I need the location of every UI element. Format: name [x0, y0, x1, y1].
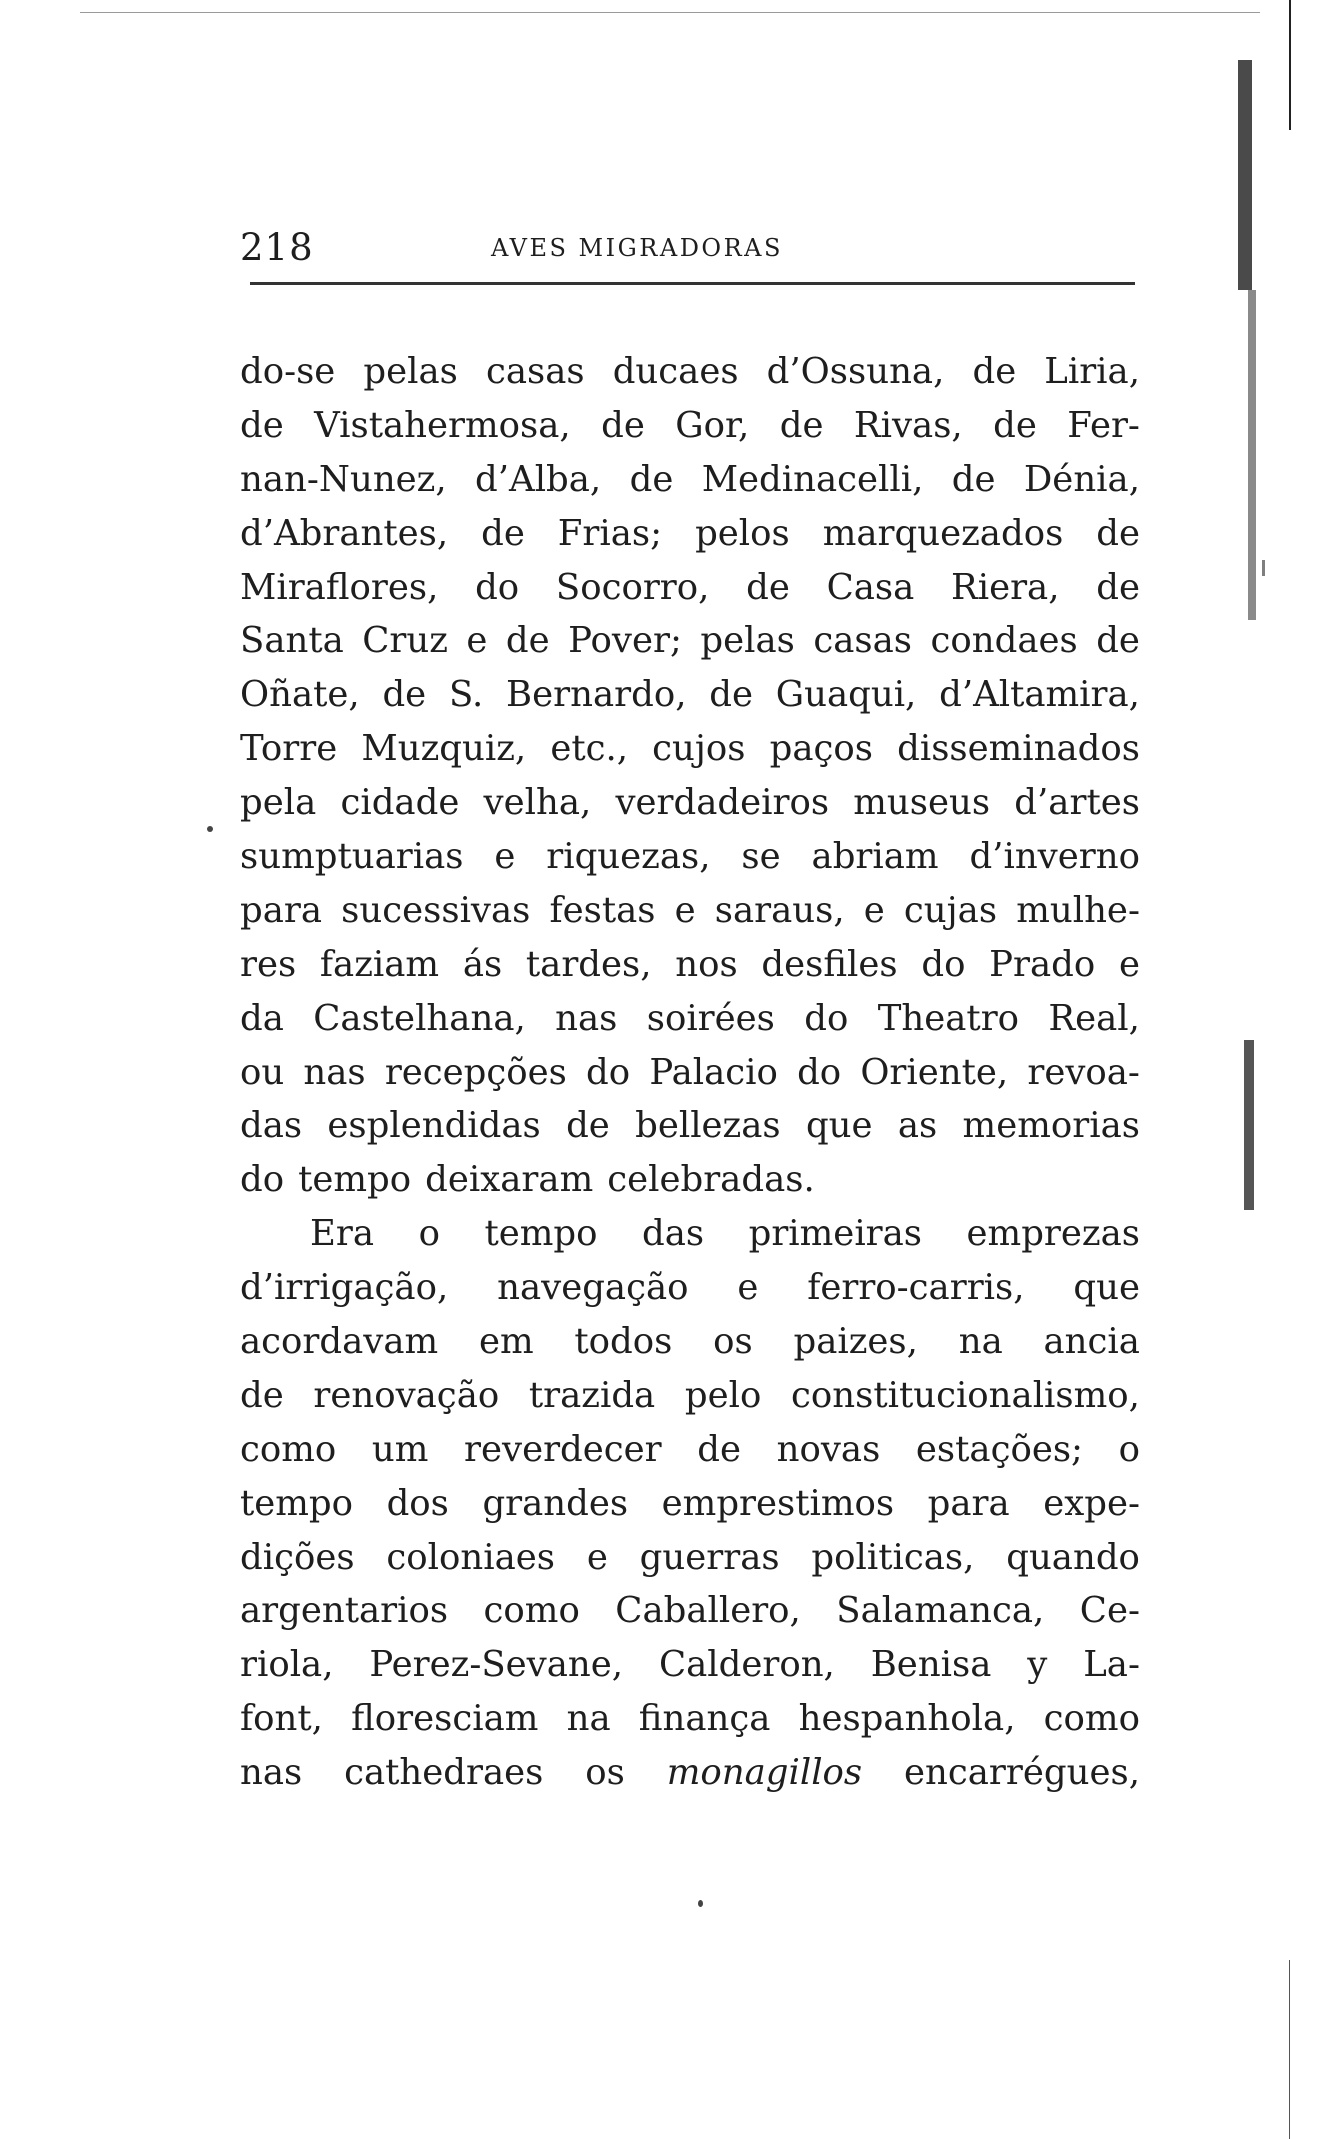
word: na — [958, 1321, 1003, 1363]
word: recepções — [384, 1051, 567, 1093]
word: abriam — [811, 836, 939, 878]
word: das — [240, 1105, 303, 1147]
word: nas — [240, 1752, 303, 1794]
word: Oriente, — [860, 1051, 1009, 1093]
word: Santa — [240, 620, 344, 662]
word: de — [746, 566, 790, 608]
word: como — [483, 1590, 580, 1632]
ink-speck — [207, 826, 213, 832]
word: dições — [240, 1536, 355, 1578]
word: politicas, — [811, 1536, 975, 1578]
word: d’artes — [1014, 782, 1140, 824]
page-number: 218 — [240, 226, 314, 269]
word: em — [478, 1321, 534, 1363]
word: do-se — [240, 351, 336, 392]
word: Cruz — [362, 620, 448, 662]
word: Ce- — [1079, 1590, 1140, 1632]
word: de — [481, 512, 525, 554]
word: ás — [462, 943, 503, 985]
word: todos — [574, 1321, 673, 1363]
word: como — [240, 1428, 337, 1470]
word: os — [713, 1321, 753, 1363]
word: que — [1073, 1267, 1140, 1309]
word: renovação — [313, 1374, 500, 1416]
word: faziam — [319, 943, 440, 985]
word: nas — [555, 997, 618, 1039]
word: e — [863, 889, 885, 931]
word: soirées — [646, 997, 775, 1039]
word: Salamanca, — [836, 1590, 1045, 1632]
word: que — [805, 1105, 873, 1147]
text-line — [240, 938, 1140, 992]
word: de — [382, 674, 427, 716]
word: deixaram — [425, 1159, 594, 1201]
word: cidade — [340, 782, 460, 824]
word: Prado — [989, 943, 1096, 985]
word: Vistahermosa, — [314, 404, 571, 446]
word: Castelhana, — [313, 997, 526, 1039]
word: guerras — [639, 1536, 780, 1578]
word: Gor, — [675, 404, 750, 446]
word: como — [1043, 1698, 1140, 1740]
word: de — [629, 458, 674, 500]
word: e — [1118, 943, 1140, 985]
word: celebradas. — [607, 1159, 815, 1201]
word: encarrégues, — [904, 1752, 1140, 1794]
word: Benisa — [870, 1644, 992, 1686]
word: um — [371, 1428, 429, 1470]
word: S. — [448, 674, 484, 716]
word: d’inverno — [969, 836, 1140, 878]
word: de — [505, 620, 550, 662]
text-line — [240, 1584, 1140, 1638]
word: saraus, — [714, 889, 845, 931]
word: Palacio — [649, 1051, 778, 1093]
word: d’Alba, — [475, 458, 602, 500]
word: desfiles — [761, 943, 898, 985]
body-text — [240, 345, 1140, 1800]
word: La- — [1083, 1644, 1140, 1686]
scan-top-rule — [80, 12, 1260, 13]
header-rule — [250, 282, 1135, 285]
word: de — [240, 1374, 284, 1416]
binding-margin — [1218, 60, 1278, 1220]
word: esplendidas — [327, 1105, 541, 1147]
text-line — [240, 561, 1140, 615]
word: constitucionalismo, — [790, 1374, 1140, 1416]
word: festas — [549, 889, 656, 931]
word: Rivas, — [853, 404, 963, 446]
word: Riera, — [951, 566, 1060, 608]
word: emprezas — [966, 1213, 1140, 1255]
word: de — [697, 1428, 741, 1470]
word: de — [1096, 566, 1140, 608]
word: estações; — [915, 1428, 1084, 1470]
word: as — [897, 1105, 938, 1147]
text-line — [240, 614, 1140, 668]
word: do — [804, 997, 849, 1039]
word: museus — [853, 782, 991, 824]
word: ancia — [1043, 1321, 1140, 1363]
text-line — [240, 1746, 1140, 1800]
word: Frias; — [557, 512, 663, 554]
word: Medinacelli, — [701, 458, 924, 500]
text-line — [240, 1315, 1140, 1369]
word: nan-Nunez, — [240, 458, 447, 500]
word: casas — [485, 351, 585, 392]
word: font, — [240, 1698, 323, 1740]
text-line — [240, 1099, 1140, 1153]
text-line — [240, 884, 1140, 938]
word: e — [586, 1536, 608, 1578]
word: reverdecer — [464, 1428, 662, 1470]
word: Dénia, — [1023, 458, 1140, 500]
word: trazida — [528, 1374, 656, 1416]
word: do — [586, 1051, 631, 1093]
word: ou — [240, 1051, 285, 1093]
word: da — [240, 997, 284, 1039]
word: Perez-Sevane, — [369, 1644, 624, 1686]
word: sucessivas — [341, 889, 531, 931]
word: expe- — [1043, 1482, 1140, 1524]
scan-edge-line — [1289, 0, 1291, 130]
word: do — [921, 943, 966, 985]
word: Torre — [240, 728, 338, 770]
word: cathedraes — [344, 1752, 544, 1794]
word: pelas — [363, 351, 458, 392]
text-line — [240, 830, 1140, 884]
word: res — [240, 943, 297, 985]
word: casas — [813, 620, 913, 662]
word: Miraflores, — [240, 566, 439, 608]
word: novas — [776, 1428, 881, 1470]
word: finança — [638, 1698, 771, 1740]
word: grandes — [482, 1482, 629, 1524]
word: Caballero, — [615, 1590, 801, 1632]
word: Muzquiz, — [361, 728, 527, 770]
word: de — [601, 404, 645, 446]
text-line — [240, 453, 1140, 507]
word: de — [972, 351, 1017, 392]
word: do — [475, 566, 520, 608]
word: o — [418, 1213, 440, 1255]
word: tardes, — [525, 943, 652, 985]
ink-speck — [698, 1900, 703, 1907]
word: de — [566, 1105, 610, 1147]
text-line — [240, 1423, 1140, 1477]
word: tempo — [240, 1482, 354, 1524]
word: e — [466, 620, 488, 662]
word: Theatro — [877, 997, 1020, 1039]
word: cujas — [903, 889, 998, 931]
text-line — [240, 345, 1140, 399]
word: primeiras — [748, 1213, 923, 1255]
word: d’Ossuna, — [766, 351, 945, 392]
word: argentarios — [240, 1590, 449, 1632]
word: de — [951, 458, 996, 500]
word: Liria, — [1044, 351, 1140, 392]
word: nos — [675, 943, 738, 985]
text-line — [240, 1477, 1140, 1531]
word: Casa — [826, 566, 915, 608]
word: Era — [310, 1213, 375, 1255]
word: d’Abrantes, — [240, 512, 449, 554]
text-line — [240, 668, 1140, 722]
text-line — [240, 776, 1140, 830]
word: Pover; — [568, 620, 682, 662]
word: velha, — [483, 782, 592, 824]
word: se — [741, 836, 781, 878]
word: coloniaes — [386, 1536, 555, 1578]
word: Socorro, — [555, 566, 710, 608]
word: ferro-carris, — [807, 1267, 1025, 1309]
word: disseminados — [897, 728, 1140, 770]
word: dos — [386, 1482, 449, 1524]
word: pelas — [700, 620, 795, 662]
text-line — [240, 399, 1140, 453]
word: ducaes — [612, 351, 739, 392]
word: Calderon, — [658, 1644, 835, 1686]
word: pelos — [695, 512, 790, 554]
word: paizes, — [793, 1321, 918, 1363]
word: verdadeiros — [615, 782, 830, 824]
word: marquezados — [822, 512, 1064, 554]
word: emprestimos — [661, 1482, 895, 1524]
word: na — [566, 1698, 611, 1740]
scan-edge-line-lower — [1289, 1960, 1290, 2139]
word: de — [1096, 620, 1140, 662]
word: das — [641, 1213, 705, 1255]
word: d’irrigação, — [240, 1267, 449, 1309]
word: e — [494, 836, 516, 878]
word: sumptuarias — [240, 836, 464, 878]
text-line — [240, 722, 1140, 776]
word: hespanhola, — [798, 1698, 1016, 1740]
word: memorias — [962, 1105, 1140, 1147]
word: e — [737, 1267, 759, 1309]
word: para — [240, 889, 323, 931]
text-line — [240, 1531, 1140, 1585]
text-line — [240, 1207, 1140, 1261]
word: acordavam — [240, 1321, 439, 1363]
word: Guaqui, — [775, 674, 917, 716]
word: o — [1118, 1428, 1140, 1470]
word: os — [585, 1752, 625, 1794]
word: pelo — [684, 1374, 762, 1416]
text-line — [240, 1692, 1140, 1746]
page-header — [240, 226, 1140, 276]
word: riola, — [240, 1644, 334, 1686]
word: tempo — [484, 1213, 598, 1255]
word: de — [240, 404, 284, 446]
word: quando — [1006, 1536, 1140, 1578]
running-head: AVES MIGRADORAS — [491, 234, 783, 262]
word: de — [779, 404, 824, 446]
text-line — [240, 1369, 1140, 1423]
text-line — [240, 1153, 1140, 1207]
word: do — [240, 1159, 285, 1201]
word: pela — [240, 782, 317, 824]
word: bellezas — [635, 1105, 781, 1147]
text-line — [240, 1261, 1140, 1315]
word: Fer- — [1067, 404, 1140, 446]
word: tempo — [298, 1159, 412, 1201]
word: de — [1096, 512, 1140, 554]
text-line — [240, 1638, 1140, 1692]
word: d’Altamira, — [939, 674, 1140, 716]
word: do — [797, 1051, 842, 1093]
word: riquezas, — [546, 836, 711, 878]
word: paços — [769, 728, 873, 770]
word: revoa- — [1027, 1051, 1140, 1093]
word: de — [709, 674, 753, 716]
word: para — [927, 1482, 1010, 1524]
word: monagillos — [666, 1752, 863, 1794]
word: floresciam — [351, 1698, 539, 1740]
text-line — [240, 1046, 1140, 1100]
word: Bernardo, — [506, 674, 687, 716]
word: nas — [303, 1051, 366, 1093]
word: de — [993, 404, 1037, 446]
word: Real, — [1048, 997, 1140, 1039]
word: Oñate, — [240, 674, 360, 716]
word: cujos — [652, 728, 746, 770]
word: condaes — [930, 620, 1078, 662]
word: e — [674, 889, 696, 931]
text-line — [240, 992, 1140, 1046]
text-line — [240, 507, 1140, 561]
word: mulhe- — [1016, 889, 1140, 931]
word: etc., — [550, 728, 629, 770]
word: navegação — [497, 1267, 689, 1309]
word: y — [1027, 1644, 1048, 1686]
